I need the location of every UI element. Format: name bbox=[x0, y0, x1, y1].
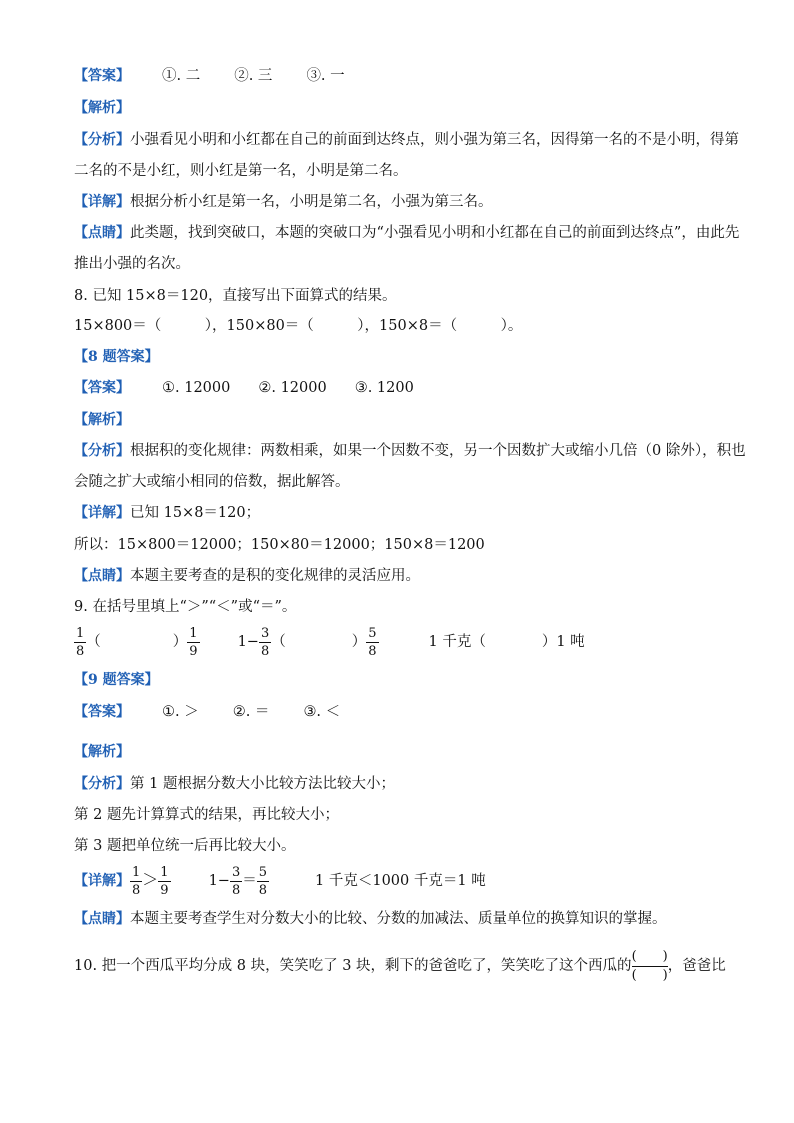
fraction-3-8: $\frac{3}{8}$ bbox=[231, 864, 241, 898]
q9-expression-row bbox=[74, 624, 585, 662]
dianjing-text: 此类题，找到突破口，本题的突破口为“小强看见小明和小红都在自己的前面到达终点”，由此先 bbox=[130, 225, 740, 241]
q10-question-line bbox=[74, 944, 726, 990]
xiangjie-text: 根据分析小红是第一名，小明是第二名，小强为第三名。 bbox=[130, 194, 493, 210]
fenxi-tag: 【分析】 bbox=[74, 443, 130, 459]
analysis-tag: 【解析】 bbox=[74, 744, 130, 760]
answer-item-1: ①. 12000 bbox=[162, 380, 231, 396]
q9-heading-tag: 【9 题答案】 bbox=[74, 672, 159, 688]
fenxi-text: 根据积的变化规律：两数相乘，如果一个因数不变，另一个因数扩大或缩小几倍（0 除外），积也 bbox=[130, 443, 746, 459]
mass-right: ）1 吨 bbox=[541, 634, 585, 650]
fraction-blank[interactable]: $\frac{( )}{( )}$ bbox=[631, 948, 668, 983]
q7-dianjing-line1 bbox=[74, 223, 739, 243]
q8-xiangjie-line bbox=[74, 503, 260, 523]
answer-item-1: ①. ＞ bbox=[162, 704, 199, 720]
q8-heading-tag: 【8 题答案】 bbox=[74, 349, 159, 365]
eq-sign: ＝ bbox=[242, 873, 257, 889]
fenxi-text: 小强看见小明和小红都在自己的前面到达终点，则小强为第三名，因得第一名的不是小明，得第 bbox=[130, 132, 739, 148]
analysis-tag: 【解析】 bbox=[74, 412, 130, 428]
q8-dianjing-line bbox=[74, 566, 420, 586]
q8-answer-line bbox=[74, 378, 414, 398]
answer-item-3: ③. 1200 bbox=[354, 380, 414, 396]
xiangjie-tag: 【详解】 bbox=[74, 194, 130, 210]
gt-sign: ＞ bbox=[142, 870, 159, 889]
q7-answer-line bbox=[74, 66, 345, 86]
fraction-1-9: $\frac{1}{9}$ bbox=[160, 864, 169, 898]
q7-fenxi-line2: 二名的不是小红，则小红是第一名，小明是第二名。 bbox=[74, 163, 408, 179]
fenxi-tag: 【分析】 bbox=[74, 776, 130, 792]
q9-fenxi-line3: 第 3 题把单位统一后再比较大小。 bbox=[74, 838, 296, 854]
fraction-3-8: $\frac{3}{8}$ bbox=[260, 625, 270, 659]
fraction-1-8: $\frac{1}{8}$ bbox=[132, 864, 141, 898]
q8-question: 8. 已知 15×8＝120，直接写出下面算式的结果。 bbox=[74, 288, 397, 304]
dianjing-text: 本题主要考查的是积的变化规律的灵活应用。 bbox=[130, 568, 420, 584]
fraction-5-8: $\frac{5}{8}$ bbox=[258, 864, 268, 898]
analysis-tag: 【解析】 bbox=[74, 100, 130, 116]
xiangjie-tag: 【详解】 bbox=[74, 873, 130, 889]
q9-fenxi-line2: 第 2 题先计算算式的结果，再比较大小； bbox=[74, 807, 339, 823]
dianjing-text: 本题主要考查学生对分数大小的比较、分数的加减法、质量单位的换算知识的掌握。 bbox=[130, 911, 667, 927]
q10-question: 10. 把一个西瓜平均分成 8 块，笑笑吃了 3 块，剩下的爸爸吃了，笑笑吃了这个西瓜的 bbox=[74, 958, 632, 974]
blank-open: （ bbox=[271, 634, 286, 650]
blank-open: （ bbox=[86, 634, 101, 650]
blank-close: ） bbox=[172, 634, 188, 650]
fenxi-tag: 【分析】 bbox=[74, 132, 130, 148]
xiangjie-tag: 【详解】 bbox=[74, 505, 130, 521]
q9-heading bbox=[74, 670, 159, 690]
q8-suoyi-line: 所以：15×800＝12000；150×80＝12000；150×8＝1200 bbox=[74, 537, 485, 553]
q7-analysis-heading bbox=[74, 98, 130, 118]
xiangjie-text: 已知 15×8＝120； bbox=[130, 505, 261, 521]
answer-item-1: ①. 二 bbox=[162, 68, 201, 84]
q9-fenxi-line1 bbox=[74, 774, 395, 794]
q7-dianjing-line2: 推出小强的名次。 bbox=[74, 256, 190, 272]
q8-heading bbox=[74, 347, 159, 367]
q9-dianjing-line bbox=[74, 909, 667, 929]
answer-item-3: ③. 一 bbox=[306, 68, 345, 84]
q8-expression: 15×800＝（ ），150×80＝（ ），150×8＝（ ）。 bbox=[74, 318, 523, 334]
one-minus: 1− bbox=[208, 873, 230, 889]
q9-analysis-heading bbox=[74, 742, 130, 762]
q10-tail: ，爸爸比 bbox=[667, 958, 726, 974]
answer-tag: 【答案】 bbox=[74, 704, 130, 720]
answer-item-2: ②. ＝ bbox=[232, 704, 270, 720]
dianjing-tag: 【点睛】 bbox=[74, 568, 130, 584]
answer-tag: 【答案】 bbox=[74, 380, 130, 396]
q8-analysis-heading bbox=[74, 410, 130, 430]
fraction-5-8: $\frac{5}{8}$ bbox=[368, 625, 377, 659]
q8-fenxi-line2: 会随之扩大或缩小相同的倍数，据此解答。 bbox=[74, 474, 350, 490]
fraction-1-9: $\frac{1}{9}$ bbox=[189, 625, 198, 659]
dianjing-tag: 【点睛】 bbox=[74, 911, 130, 927]
answer-tag: 【答案】 bbox=[74, 68, 130, 84]
q7-xiangjie-line bbox=[74, 192, 493, 212]
q9-answer-line bbox=[74, 702, 340, 722]
answer-item-3: ③. ＜ bbox=[303, 704, 341, 720]
mass-result: 1 千克＜1000 千克＝1 吨 bbox=[315, 873, 486, 889]
q9-xiangjie-line bbox=[74, 862, 486, 900]
answer-item-2: ②. 12000 bbox=[258, 380, 327, 396]
fenxi-text: 第 1 题根据分数大小比较方法比较大小； bbox=[130, 776, 395, 792]
one-minus: 1− bbox=[237, 634, 259, 650]
q7-fenxi-line1 bbox=[74, 130, 739, 150]
fraction-1-8: $\frac{1}{8}$ bbox=[76, 625, 85, 659]
dianjing-tag: 【点睛】 bbox=[74, 225, 130, 241]
blank-close: ） bbox=[351, 634, 367, 650]
mass-left: 1 千克（ bbox=[428, 634, 486, 650]
q9-question: 9. 在括号里填上“＞”“＜”或“＝”。 bbox=[74, 599, 297, 615]
answer-item-2: ②. 三 bbox=[234, 68, 273, 84]
q8-fenxi-line1 bbox=[74, 441, 746, 461]
